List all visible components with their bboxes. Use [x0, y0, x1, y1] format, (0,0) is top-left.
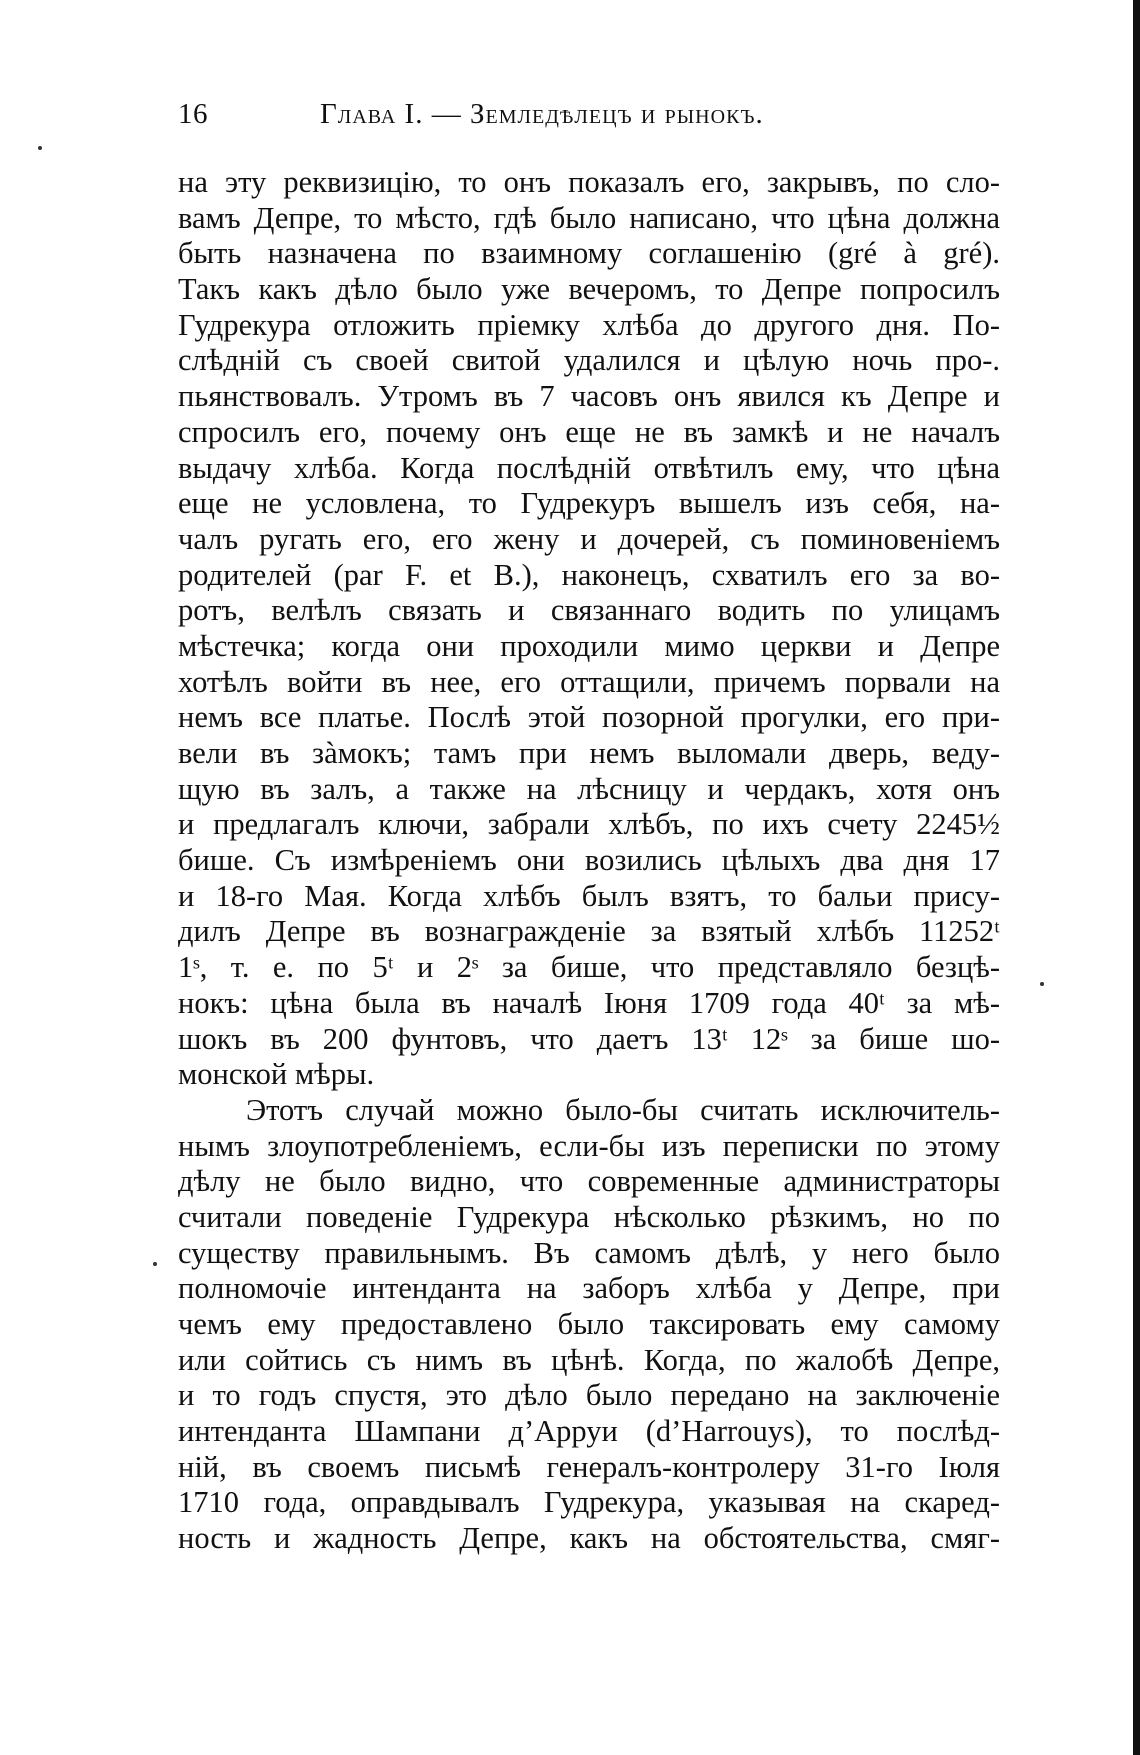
text-line: интенданта Шампани д’Арруи (d’Harrouys), то послѣд-: [178, 1414, 1000, 1449]
text-line: 1710 года, оправдывалъ Гудрекура, указывая на скаред-: [178, 1485, 1000, 1520]
scan-speck: [1040, 982, 1044, 986]
text-line: существу правильнымъ. Въ самомъ дѣлѣ, у него было: [178, 1235, 1000, 1270]
text-line: ротъ, велѣлъ связать и связаннаго водить по улицамъ: [178, 593, 1000, 628]
text-line: вамъ Депре, то мѣсто, гдѣ было написано, что цѣна должна: [178, 200, 1000, 235]
text-line: Этотъ случай можно было-бы считать исключитель-: [246, 1092, 1000, 1127]
text-line: хотѣлъ войти въ нее, его оттащили, причемъ порвали на: [178, 664, 1000, 699]
scan-speck: [38, 146, 42, 150]
text-line: или сойтись съ нимъ въ цѣнѣ. Когда, по жалобѣ Депре,: [178, 1342, 1000, 1377]
text-line: спросилъ его, почему онъ еще не въ замкѣ и не началъ: [178, 414, 1000, 449]
text-line: шокъ въ 200 фунтовъ, что даетъ 13ᵗ 12ˢ за бише шо-: [178, 1021, 1000, 1056]
text-line: и предлагалъ ключи, забрали хлѣбъ, по ихъ счету 2245½: [178, 807, 1000, 842]
text-line: вели въ зàмокъ; тамъ при немъ выломали дверь, веду-: [178, 736, 1000, 770]
text-line: и 18-го Мая. Когда хлѣбъ былъ взятъ, то бальи прису-: [178, 878, 1000, 913]
running-title: Глава I. — Земледѣлецъ и рынокъ.: [320, 98, 764, 130]
text-line: пьянствовалъ. Утромъ въ 7 часовъ онъ явился къ Депре и: [178, 379, 1000, 414]
text-line: дилъ Депре въ вознагражденіе за взятый хлѣбъ 11252ᵗ: [178, 914, 1000, 949]
text-line: полномочіе интенданта на заборъ хлѣба у Депре, при: [178, 1271, 1000, 1306]
paragraph-2: [178, 1093, 1000, 1557]
text-line: нокъ: цѣна была въ началѣ Іюня 1709 года 40ᵗ за мѣ-: [178, 985, 1000, 1020]
text-line: мѣстечка; когда они проходили мимо церкви и Депре: [178, 628, 1000, 663]
text-line: бише. Съ измѣреніемъ они возились цѣлыхъ два дня 17: [178, 843, 1000, 878]
text-line: чемъ ему предоставлено было таксировать ему самому: [178, 1307, 1000, 1341]
body-text: [178, 165, 1000, 1557]
text-line: слѣдній съ своей свитой удалился и цѣлую ночь про-.: [178, 343, 1000, 378]
text-line: быть назначена по взаимному соглашенію (gré à gré).: [178, 236, 1000, 271]
text-line: и то годъ спустя, это дѣло было передано на заключеніе: [178, 1378, 1000, 1413]
text-line: ность и жадность Депре, какъ на обстоятельства, смяг-: [178, 1521, 1000, 1556]
text-line: дѣлу не было видно, что современные администраторы: [178, 1164, 1000, 1199]
text-line: Такъ какъ дѣло было уже вечеромъ, то Депре попросилъ: [178, 272, 1000, 307]
text-line: родителей (par F. et B.), наконецъ, схватилъ его за во-: [178, 557, 1000, 592]
text-line: считали поведеніе Гудрекура нѣсколько рѣзкимъ, но по: [178, 1199, 1000, 1234]
text-line: Гудрекура отложить пріемку хлѣба до другого дня. По-: [178, 307, 1000, 342]
text-line: на эту реквизицію, то онъ показалъ его, закрывъ, по сло-: [178, 165, 1000, 199]
text-line: выдачу хлѣба. Когда послѣдній отвѣтилъ ему, что цѣна: [178, 450, 1000, 485]
text-line: ній, въ своемъ письмѣ генералъ-контролеру 31-го Іюля: [178, 1449, 1000, 1484]
page-header: [178, 98, 1002, 138]
page-edge-rule: [1133, 0, 1140, 1755]
text-line: 1ˢ, т. е. по 5ᵗ и 2ˢ за бише, что представляло безцѣ-: [178, 950, 1000, 985]
scan-speck: [153, 1262, 157, 1266]
text-line: нымъ злоупотребленіемъ, если-бы изъ переписки по этому: [178, 1128, 1000, 1163]
paragraph-1: [178, 165, 1000, 1093]
page-number: 16: [178, 98, 208, 130]
text-line: щую въ залъ, а также на лѣсницу и чердакъ, хотя онъ: [178, 771, 1000, 806]
text-line: немъ все платье. Послѣ этой позорной прогулки, его при-: [178, 700, 1000, 735]
text-line: монской мѣры.: [178, 1057, 375, 1092]
text-line: еще не условлена, то Гудрекуръ вышелъ изъ себя, на-: [178, 486, 1000, 521]
text-line: чалъ ругать его, его жену и дочерей, съ поминовеніемъ: [178, 521, 1000, 556]
